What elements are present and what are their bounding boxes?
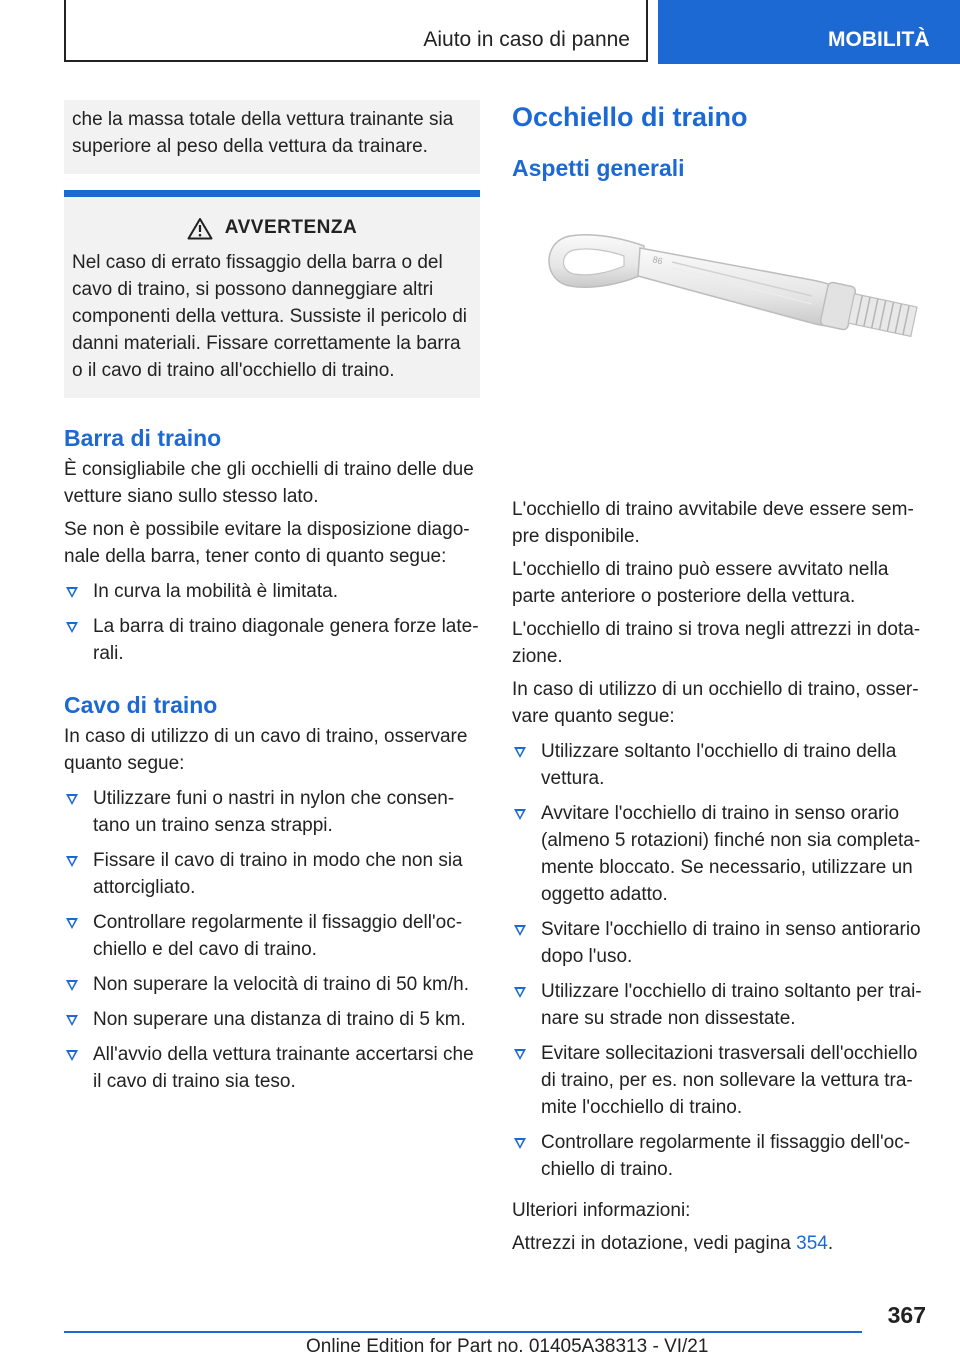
edition-footer: Online Edition for Part no. 01405A38313 - VI/21 xyxy=(306,1336,709,1357)
aspetti-subheading: Aspetti generali xyxy=(512,155,685,181)
page-reference-link[interactable]: 354 xyxy=(796,1233,828,1254)
list-item: In curva la mobilità è limitata. xyxy=(64,578,480,605)
warning-box xyxy=(64,197,480,398)
triangle-bullet-icon xyxy=(514,1049,526,1060)
list-item: Non superare una distanza di traino di 5 km. xyxy=(64,1006,480,1033)
more-info-label: Ulteriori informazioni: xyxy=(512,1200,691,1221)
right-column xyxy=(512,100,922,1257)
barra-paragraph-2: Se non è possibile evitare la disposizione diagonale della barra, tener conto di quanto segue: xyxy=(64,519,470,567)
triangle-bullet-icon xyxy=(66,980,78,991)
footer-rule xyxy=(64,1331,862,1333)
list-item: Utilizzare soltanto l'occhiello di traino della vettura. xyxy=(512,738,922,792)
list-item: Non superare la velocità di traino di 50 km/h. xyxy=(64,971,480,998)
warning-title: AVVERTENZA xyxy=(224,217,358,238)
triangle-bullet-icon xyxy=(514,747,526,758)
triangle-bullet-icon xyxy=(66,918,78,929)
occhiello-paragraph-3: L'occhiello di traino si trova negli attrezzi in dotazione. xyxy=(512,619,921,667)
intro-text: che la massa totale della vettura trainante sia superiore al peso della vettura da trainare. xyxy=(72,109,454,157)
occhiello-paragraph-4: In caso di utilizzo di un occhiello di traino, osservare quanto segue: xyxy=(512,679,919,727)
barra-paragraph-1: È consigliabile che gli occhielli di traino delle due vetture siano sullo stesso lato. xyxy=(64,459,474,507)
barra-heading: Barra di traino xyxy=(64,425,222,451)
triangle-bullet-icon xyxy=(514,987,526,998)
triangle-bullet-icon xyxy=(66,794,78,805)
triangle-bullet-icon xyxy=(514,1138,526,1149)
list-item: Avvitare l'occhiello di traino in senso orario (almeno 5 rotazioni) finché non sia completamente bloccato. Se necessario, utilizzare un oggetto adatto. xyxy=(512,800,922,908)
barra-list xyxy=(64,578,480,667)
cavo-heading: Cavo di traino xyxy=(64,692,218,718)
list-item: Utilizzare funi o nastri in nylon che consentano un traino senza strappi. xyxy=(64,785,480,839)
warning-title-row xyxy=(72,215,472,241)
triangle-bullet-icon xyxy=(66,587,78,598)
list-item: Controllare regolarmente il fissaggio dell'occhiello di traino. xyxy=(512,1129,922,1183)
list-item: Evitare sollecitazioni trasversali dell'occhiello di traino, per es. non sollevare la vettura tramite l'occhiello di traino. xyxy=(512,1040,922,1121)
tow-eye-illustration xyxy=(512,196,922,412)
section-title: Aiuto in caso di panne xyxy=(423,28,630,51)
warning-rule xyxy=(64,190,480,197)
occhiello-paragraph-1: L'occhiello di traino avvitabile deve essere sempre disponibile. xyxy=(512,499,914,547)
tow-eye-marking: 86 xyxy=(651,254,664,267)
triangle-bullet-icon xyxy=(66,1050,78,1061)
occhiello-paragraph-2: L'occhiello di traino può essere avvitato nella parte anteriore o posteriore della vettura. xyxy=(512,559,889,607)
list-item: Svitare l'occhiello di traino in senso antiorario dopo l'uso. xyxy=(512,916,922,970)
warning-text: Nel caso di errato fissaggio della barra o del cavo di traino, si possono danneggiare altri componenti della vettura. Sussiste il pericolo di danni materiali. Fissare correttamente la barra o il cavo di traino all'occhiello di traino. xyxy=(72,252,467,381)
triangle-bullet-icon xyxy=(66,1015,78,1026)
page-number: 367 xyxy=(887,1302,926,1328)
reference-line: Attrezzi in dotazione, vedi pagina 354. xyxy=(512,1233,834,1254)
occhiello-list xyxy=(512,738,922,1183)
list-item: All'avvio della vettura trainante accertarsi che il cavo di traino sia teso. xyxy=(64,1041,480,1095)
list-item: La barra di traino diagonale genera forze laterali. xyxy=(64,613,480,667)
left-column xyxy=(64,100,480,1095)
cavo-paragraph-1: In caso di utilizzo di un cavo di traino, osservare quanto segue: xyxy=(64,726,468,774)
triangle-bullet-icon xyxy=(514,809,526,820)
warning-triangle-icon xyxy=(187,217,213,240)
occhiello-heading: Occhiello di traino xyxy=(512,102,748,132)
chapter-tab: MOBILITÀ xyxy=(658,0,960,64)
list-item: Controllare regolarmente il fissaggio dell'occhiello e del cavo di traino. xyxy=(64,909,480,963)
list-item: Utilizzare l'occhiello di traino soltanto per trainare su strade non dissestate. xyxy=(512,978,922,1032)
intro-box xyxy=(64,100,480,174)
page-header xyxy=(0,0,960,66)
triangle-bullet-icon xyxy=(66,622,78,633)
cavo-list xyxy=(64,785,480,1095)
section-tab xyxy=(64,0,648,62)
list-item: Fissare il cavo di traino in modo che non sia attorcigliato. xyxy=(64,847,480,901)
triangle-bullet-icon xyxy=(514,925,526,936)
triangle-bullet-icon xyxy=(66,856,78,867)
